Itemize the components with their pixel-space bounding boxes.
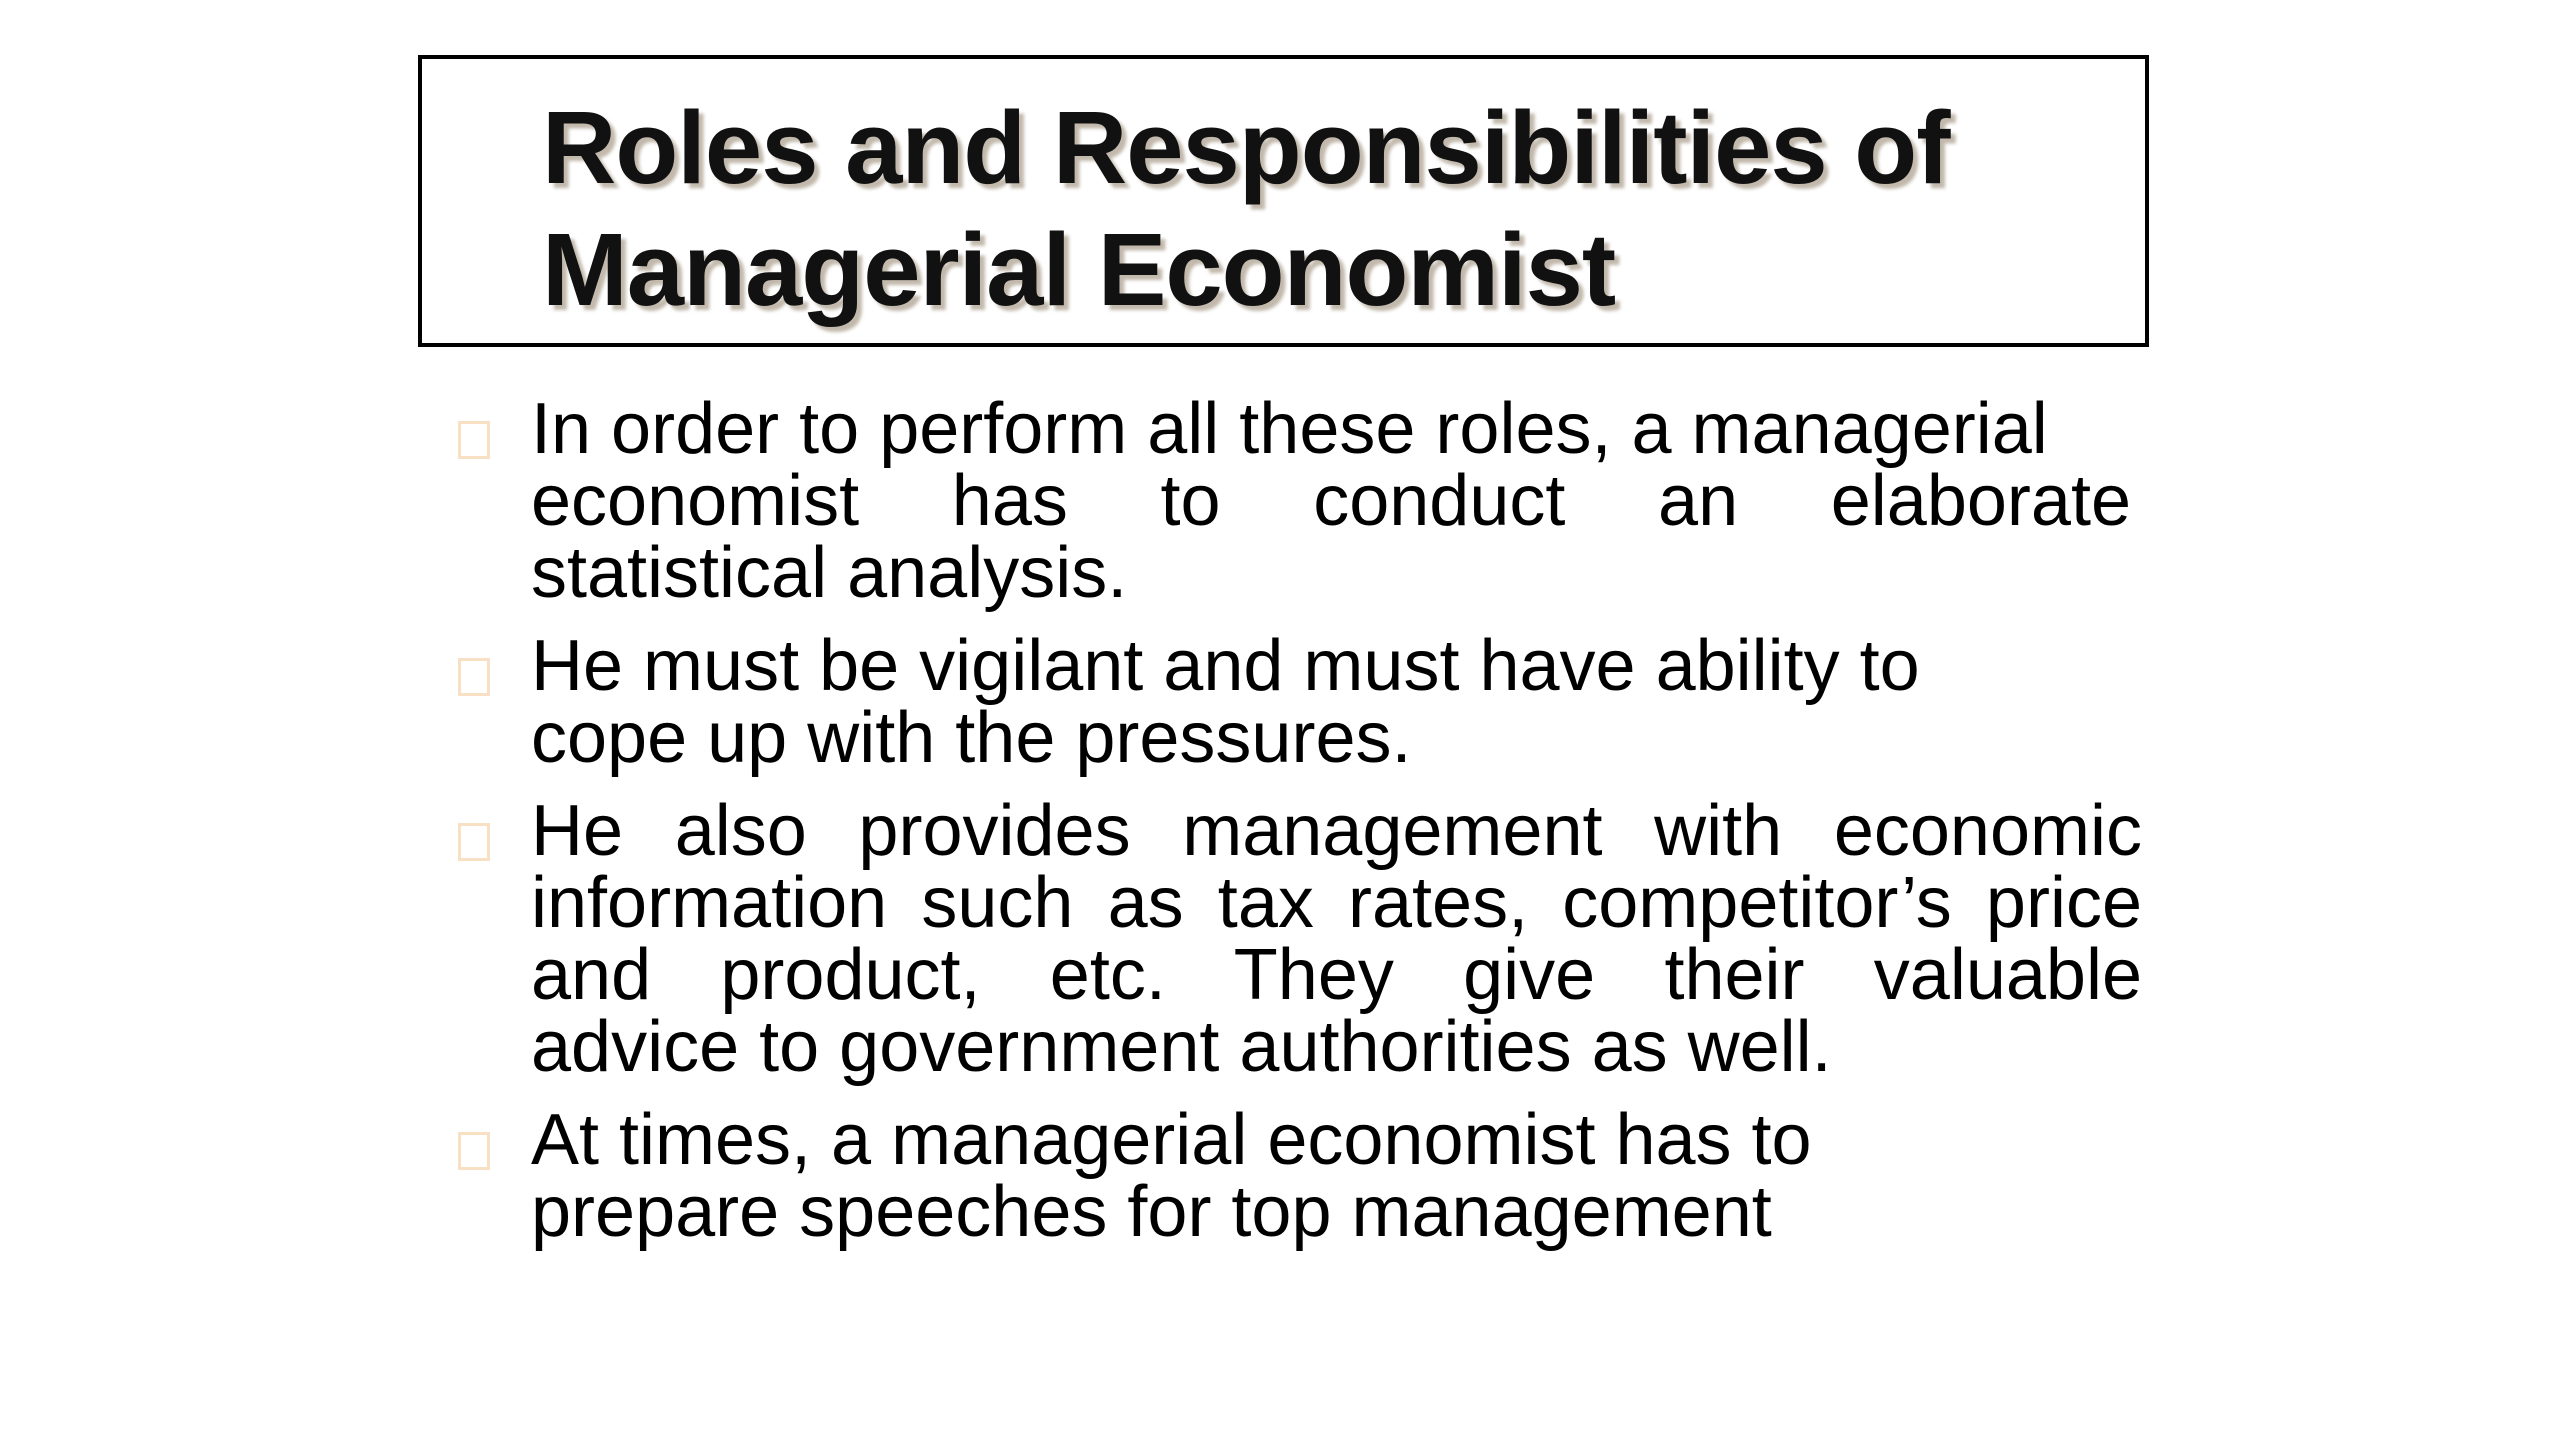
- title-box: [418, 55, 2149, 347]
- title-line-1: Roles and Responsibilities of: [542, 90, 1950, 205]
- bullet-item: [452, 389, 2137, 613]
- square-bullet-icon: [458, 1132, 490, 1170]
- slide-title: [542, 87, 2102, 331]
- bullet-text: [531, 626, 2131, 778]
- bullet-text: [531, 791, 2142, 1087]
- bullet-line: He also provides management with economic: [531, 791, 2142, 871]
- bullet-list: [452, 389, 2142, 1252]
- bullet-line: statistical analysis.: [531, 533, 1128, 613]
- bullet-line: He must be vigilant and must have ability to: [531, 626, 1920, 706]
- bullet-line: At times, a managerial economist has to: [531, 1100, 1812, 1180]
- bullet-line: In order to perform all these roles, a managerial: [531, 389, 2048, 469]
- square-bullet-icon: [458, 658, 490, 696]
- bullet-line: prepare speeches for top management: [531, 1172, 1772, 1252]
- bullet-text: [531, 1100, 2131, 1252]
- square-bullet-icon: [458, 823, 490, 861]
- bullet-item: [452, 626, 2142, 778]
- bullet-line: information such as tax rates, competitor’s price: [531, 863, 2142, 943]
- bullet-line: economist has to conduct an elaborate: [531, 461, 2131, 541]
- square-bullet-icon: [458, 421, 490, 459]
- title-line-2: Managerial Economist: [542, 212, 1616, 327]
- bullet-item: [452, 1100, 2142, 1252]
- bullet-line: cope up with the pressures.: [531, 698, 1412, 778]
- bullet-text: [531, 389, 2131, 613]
- bullet-line: advice to government authorities as well.: [531, 1007, 1832, 1087]
- bullet-item: [452, 791, 2142, 1087]
- bullet-line: and product, etc. They give their valuable: [531, 935, 2142, 1015]
